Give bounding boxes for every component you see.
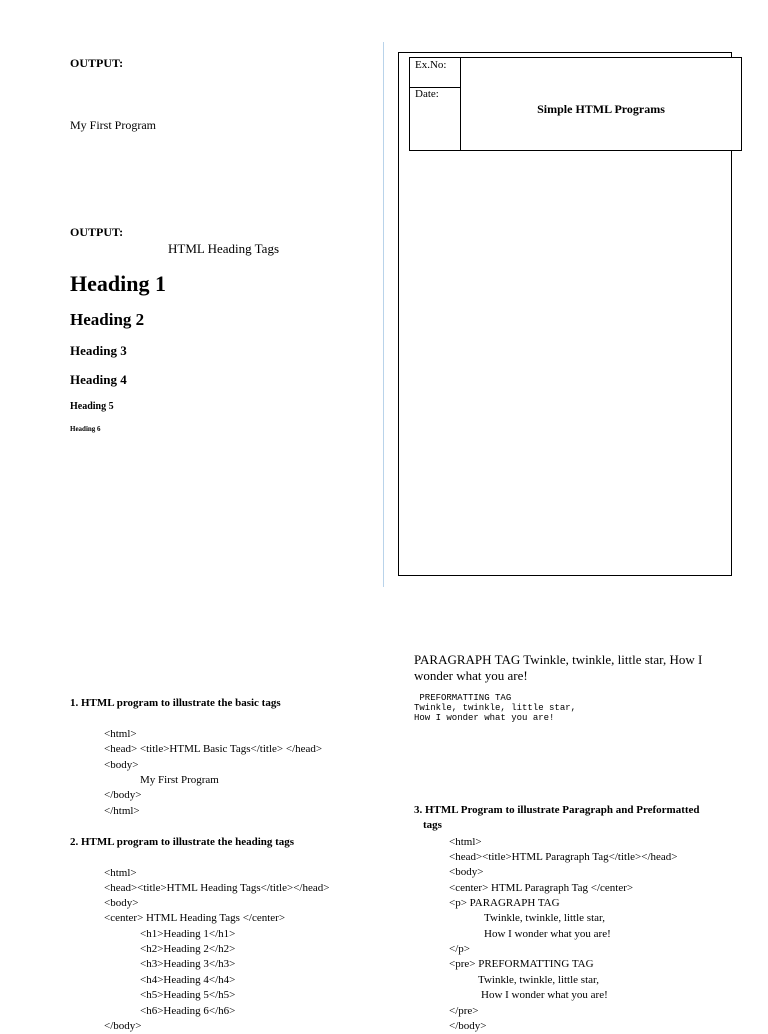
code-line: <p> PARAGRAPH TAG [449, 897, 560, 909]
code-line: <center> HTML Heading Tags </center> [104, 912, 286, 924]
heading-5: Heading 5 [70, 401, 114, 412]
ex-no-label: Ex.No: [415, 59, 447, 71]
code-line: <html> [449, 836, 482, 848]
code-line: <head><title>HTML Paragraph Tag</title></head> [449, 851, 678, 863]
record-title: Simple HTML Programs [537, 102, 665, 116]
code-line: </body> [104, 1020, 142, 1032]
code-line: <body> [104, 897, 139, 909]
code-line: <head> <title>HTML Basic Tags</title> </head> [104, 743, 323, 755]
code-line: <h4>Heading 4</h4> [140, 974, 236, 986]
code-line: Twinkle, twinkle, little star, [478, 974, 599, 986]
output-label: OUTPUT: [70, 225, 124, 239]
heading-6: Heading 6 [70, 425, 101, 433]
code-line: How I wonder what you are! [484, 928, 611, 940]
output-label: OUTPUT: [70, 56, 124, 70]
code-line: <center> HTML Paragraph Tag </center> [449, 882, 634, 894]
code-line: <body> [104, 759, 139, 771]
code-line: <body> [449, 866, 484, 878]
code-line: <html> [104, 728, 137, 740]
heading-tags-title: HTML Heading Tags [168, 241, 280, 256]
code-line: <h2>Heading 2</h2> [140, 943, 236, 955]
code-line: How I wonder what you are! [481, 989, 608, 1001]
pre-output-line: How I wonder what you are! [414, 713, 555, 723]
code-line: <h5>Heading 5</h5> [140, 989, 236, 1001]
heading-4: Heading 4 [70, 372, 127, 387]
code-line: <h1>Heading 1</h1> [140, 928, 236, 940]
code-line: <h3>Heading 3</h3> [140, 958, 236, 970]
date-label: Date: [415, 88, 439, 100]
code-line: </body> [449, 1020, 487, 1032]
code-line: Twinkle, twinkle, little star, [484, 912, 605, 924]
code-line: </p> [449, 943, 470, 955]
paragraph-output: PARAGRAPH TAG Twinkle, twinkle, little star, How I wonder what you are! [414, 652, 703, 683]
pre-output-line: PREFORMATTING TAG [414, 693, 512, 703]
code-line: <h6>Heading 6</h6> [140, 1005, 236, 1017]
code-line: </body> [104, 789, 142, 801]
pre-output-line: Twinkle, twinkle, little star, [414, 703, 577, 713]
heading-1: Heading 1 [70, 271, 166, 296]
heading-3: Heading 3 [70, 343, 127, 358]
column-divider [383, 42, 384, 587]
code-line: <head><title>HTML Heading Tags</title></head> [104, 882, 330, 894]
my-first-program-output: My First Program [70, 118, 157, 132]
record-header-table [409, 57, 742, 151]
code-line: <html> [104, 867, 137, 879]
program-3-title-cont: tags [423, 819, 442, 831]
code-line: </pre> [449, 1005, 479, 1017]
code-line: <pre> PREFORMATTING TAG [449, 958, 594, 970]
program-1-title: 1. HTML program to illustrate the basic tags [70, 697, 281, 709]
program-2-title: 2. HTML program to illustrate the heading tags [70, 836, 295, 848]
code-line: My First Program [140, 774, 219, 786]
heading-2: Heading 2 [70, 310, 145, 329]
code-line: </html> [104, 805, 140, 817]
program-3-title: 3. HTML Program to illustrate Paragraph and Preformatted [414, 804, 700, 816]
